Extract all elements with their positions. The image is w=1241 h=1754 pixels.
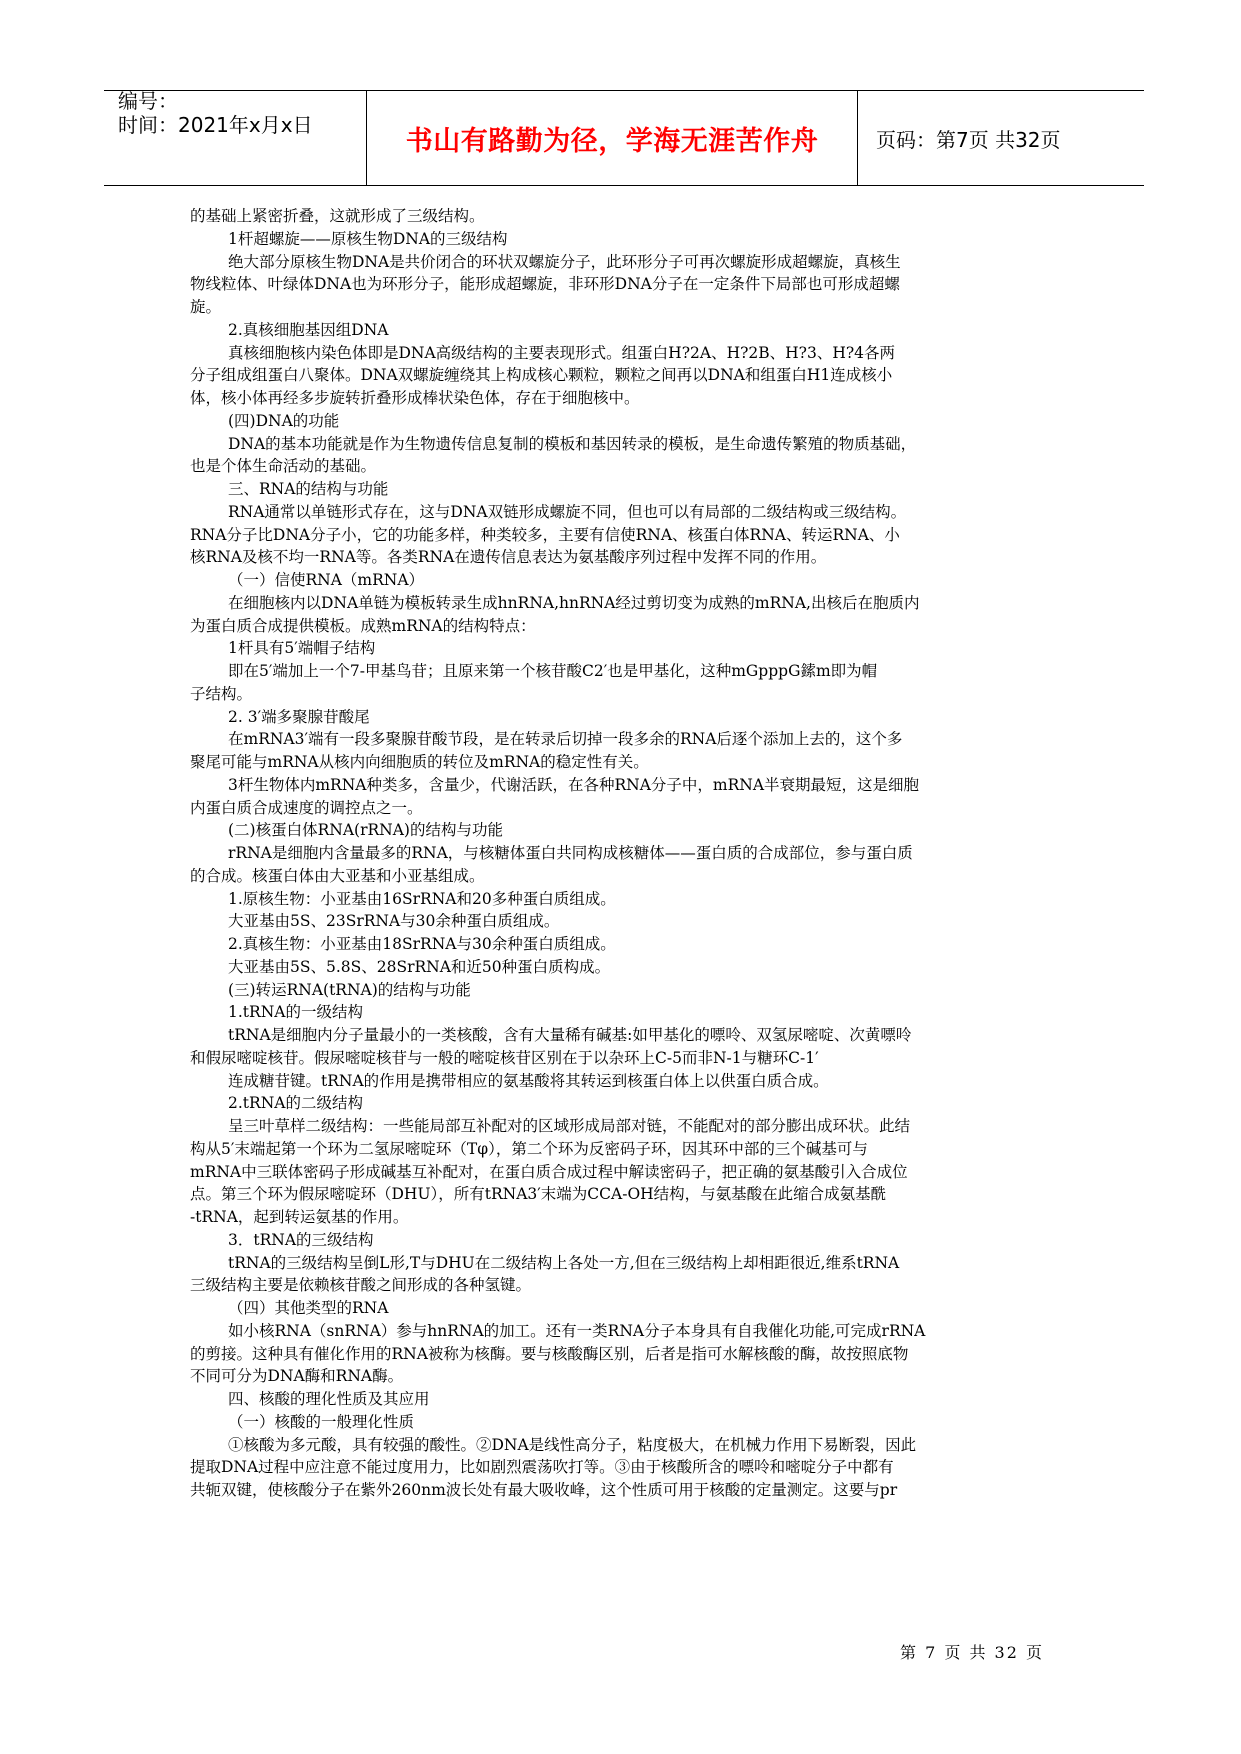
text-line: 三级结构主要是依赖核苷酸之间形成的各种氢键。 (190, 1276, 532, 1295)
text-line: 的合成。核蛋白体由大亚基和小亚基组成。 (190, 866, 485, 885)
page-footer: 第 7 页 共 32 页 (900, 1643, 1044, 1662)
text-line: 如小核RNA（snRNA）参与hnRNA的加工。还有一类RNA分子本身具有自我催化功能,可完成rRNA (228, 1321, 926, 1340)
text-line: （一）核酸的一般理化性质 (228, 1412, 415, 1431)
text-line: 核RNA及核不均一RNA等。各类RNA在遗传信息表达为氨基酸序列过程中发挥不同的作用。 (190, 548, 827, 567)
header-right-cell (858, 91, 1144, 185)
text-line: (三)转运RNA(tRNA)的结构与功能 (228, 980, 471, 999)
text-line: -tRNA，起到转运氨基的作用。 (190, 1208, 409, 1226)
text-line: DNA的基本功能就是作为生物遗传信息复制的模板和基因转录的模板，是生命遗传繁殖的物质基础， (228, 434, 917, 453)
text-line: 在mRNA3′端有一段多聚腺苷酸节段，是在转录后切掉一段多余的RNA后逐个添加上去的，这个多 (228, 730, 903, 749)
text-line: 3杆生物体内mRNA种类多，含量少，代谢活跃，在各种RNA分子中，mRNA半衰期最短，这是细胞 (228, 775, 920, 794)
text-line: 2. 3′端多聚腺苷酸尾 (228, 707, 370, 726)
text-line: 连成糖苷键。tRNA的作用是携带相应的氨基酸将其转运到核蛋白体上以供蛋白质合成。 (228, 1071, 829, 1090)
text-line: 内蛋白质合成速度的调控点之一。 (190, 798, 423, 817)
text-line: 点。第三个环为假尿嘧啶环（DHU），所有tRNA3′末端为CCA-OH结构，与氨基酸在此缩合成氨基酰 (190, 1185, 887, 1204)
text-line: 1杆具有5′端帽子结构 (228, 639, 376, 658)
text-line: 即在5′端加上一个7-甲基鸟苷；且原来第一个核苷酸C2′也是甲基化，这种mGpppG鎍m即为帽 (228, 662, 878, 680)
text-line: 的基础上紧密折叠，这就形成了三级结构。 (190, 207, 485, 225)
text-line: tRNA的三级结构呈倒L形,T与DHU在二级结构上各处一方,但在三级结构上却相距很近,维系tRNA (228, 1253, 900, 1272)
text-line: 真核细胞核内染色体即是DNA高级结构的主要表现形式。组蛋白H?2A、H?2B、H?3、H?4各两 (228, 343, 896, 362)
text-line: 呈三叶草样二级结构：一些能局部互补配对的区域形成局部对链，不能配对的部分膨出成环状。此结 (228, 1117, 911, 1135)
text-line: 和假尿嘧啶核苷。假尿嘧啶核苷与一般的嘧啶核苷区别在于以杂环上C-5而非N-1与糖环C-1′ (190, 1048, 819, 1067)
text-line: RNA通常以单链形式存在，这与DNA双链形成螺旋不同，但也可以有局部的二级结构或三级结构。 (228, 502, 907, 521)
text-line: 为蛋白质合成提供模板。成熟mRNA的结构特点： (190, 616, 536, 635)
text-line: (二)核蛋白体RNA(rRNA)的结构与功能 (228, 821, 503, 840)
text-line: 三、RNA的结构与功能 (228, 480, 389, 498)
text-line: 绝大部分原核生物DNA是共价闭合的环状双螺旋分子，此环形分子可再次螺旋形成超螺旋，真核生 (228, 252, 901, 271)
text-line: 在细胞核内以DNA单链为模板转录生成hnRNA,hnRNA经过剪切变为成熟的mRNA,出核后在胞质内 (228, 593, 920, 612)
text-line: 分子组成组蛋白八聚体。DNA双螺旋缠绕其上构成核心颗粒，颗粒之间再以DNA和组蛋白H1连成核小 (190, 366, 893, 385)
text-line: 1杆超螺旋——原核生物DNA的三级结构 (228, 229, 508, 248)
document-time-label: 时间：2021年x月x日 (118, 113, 313, 137)
text-line: mRNA中三联体密码子形成碱基互补配对，在蛋白质合成过程中解读密码子，把正确的氨基酸引入合成位 (190, 1162, 908, 1181)
text-line: 聚尾可能与mRNA从核内向细胞质的转位及mRNA的稳定性有关。 (190, 753, 649, 771)
text-line: 物线粒体、叶绿体DNA也为环形分子，能形成超螺旋，非环形DNA分子在一定条件下局部也可形成超螺 (190, 275, 900, 294)
text-line: 共轭双键，使核酸分子在紫外260nm波长处有最大吸收峰，这个性质可用于核酸的定量测定。这要与pr (190, 1481, 898, 1499)
text-line: 四、核酸的理化性质及其应用 (228, 1390, 430, 1408)
text-line: 大亚基由5S、5.8S、28SrRNA和近50种蛋白质构成。 (228, 957, 611, 976)
text-line: 构从5′末端起第一个环为二氢尿嘧啶环（Tφ），第二个环为反密码子环，因其环中部的三个碱基可与 (190, 1139, 868, 1158)
text-line: rRNA是细胞内含量最多的RNA，与核糖体蛋白共同构成核糖体——蛋白质的合成部位，参与蛋白质 (228, 844, 913, 862)
text-line: 2.真核生物：小亚基由18SrRNA与30余种蛋白质组成。 (228, 935, 616, 953)
text-line: （四）其他类型的RNA (228, 1299, 389, 1317)
text-line: （一）信使RNA（mRNA） (228, 571, 425, 589)
document-number-label: 编号： (118, 89, 178, 113)
text-line: 的剪接。这种具有催化作用的RNA被称为核酶。要与核酸酶区别，后者是指可水解核酸的酶，故按照底物 (190, 1344, 909, 1363)
text-line: (四)DNA的功能 (228, 411, 340, 430)
header-page-info: 页码：第7页 共32页 (876, 127, 1061, 152)
text-line: 提取DNA过程中应注意不能过度用力，比如剧烈震荡吹打等。③由于核酸所含的嘌呤和嘧啶分子中都有 (190, 1458, 894, 1477)
text-line: ①核酸为多元酸，具有较强的酸性。②DNA是线性高分子，粘度极大，在机械力作用下易断裂，因此 (228, 1435, 917, 1454)
text-line: 不同可分为DNA酶和RNA酶。 (190, 1367, 404, 1386)
body-text (190, 205, 1070, 1502)
text-line: 2.tRNA的二级结构 (228, 1094, 363, 1113)
page-header (104, 90, 1144, 186)
text-line: 体，核小体再经多步旋转折叠形成棒状染色体，存在于细胞核中。 (190, 389, 640, 407)
text-line: 2.真核细胞基因组DNA (228, 320, 389, 339)
text-line: 大亚基由5S、23SrRNA与30余种蛋白质组成。 (228, 912, 560, 931)
text-line: 旋。 (190, 298, 222, 316)
text-line: 3．tRNA的三级结构 (228, 1230, 374, 1249)
text-line: RNA分子比DNA分子小，它的功能多样，种类较多，主要有信使RNA、核蛋白体RNA、转运RNA、小 (190, 525, 900, 544)
text-line: tRNA是细胞内分子量最小的一类核酸，含有大量稀有碱基:如甲基化的嘌呤、双氢尿嘧啶、次黄嘌呤 (228, 1026, 912, 1044)
header-left-cell (104, 91, 367, 185)
text-line: 1.原核生物：小亚基由16SrRNA和20多种蛋白质组成。 (228, 889, 616, 908)
header-middle-cell (367, 91, 858, 185)
text-line: 子结构。 (190, 684, 253, 703)
header-motto: 书山有路勤为径，学海无涯苦作舟 (405, 125, 819, 157)
text-line: 也是个体生命活动的基础。 (190, 457, 377, 476)
text-line: 1.tRNA的一级结构 (228, 1003, 363, 1022)
